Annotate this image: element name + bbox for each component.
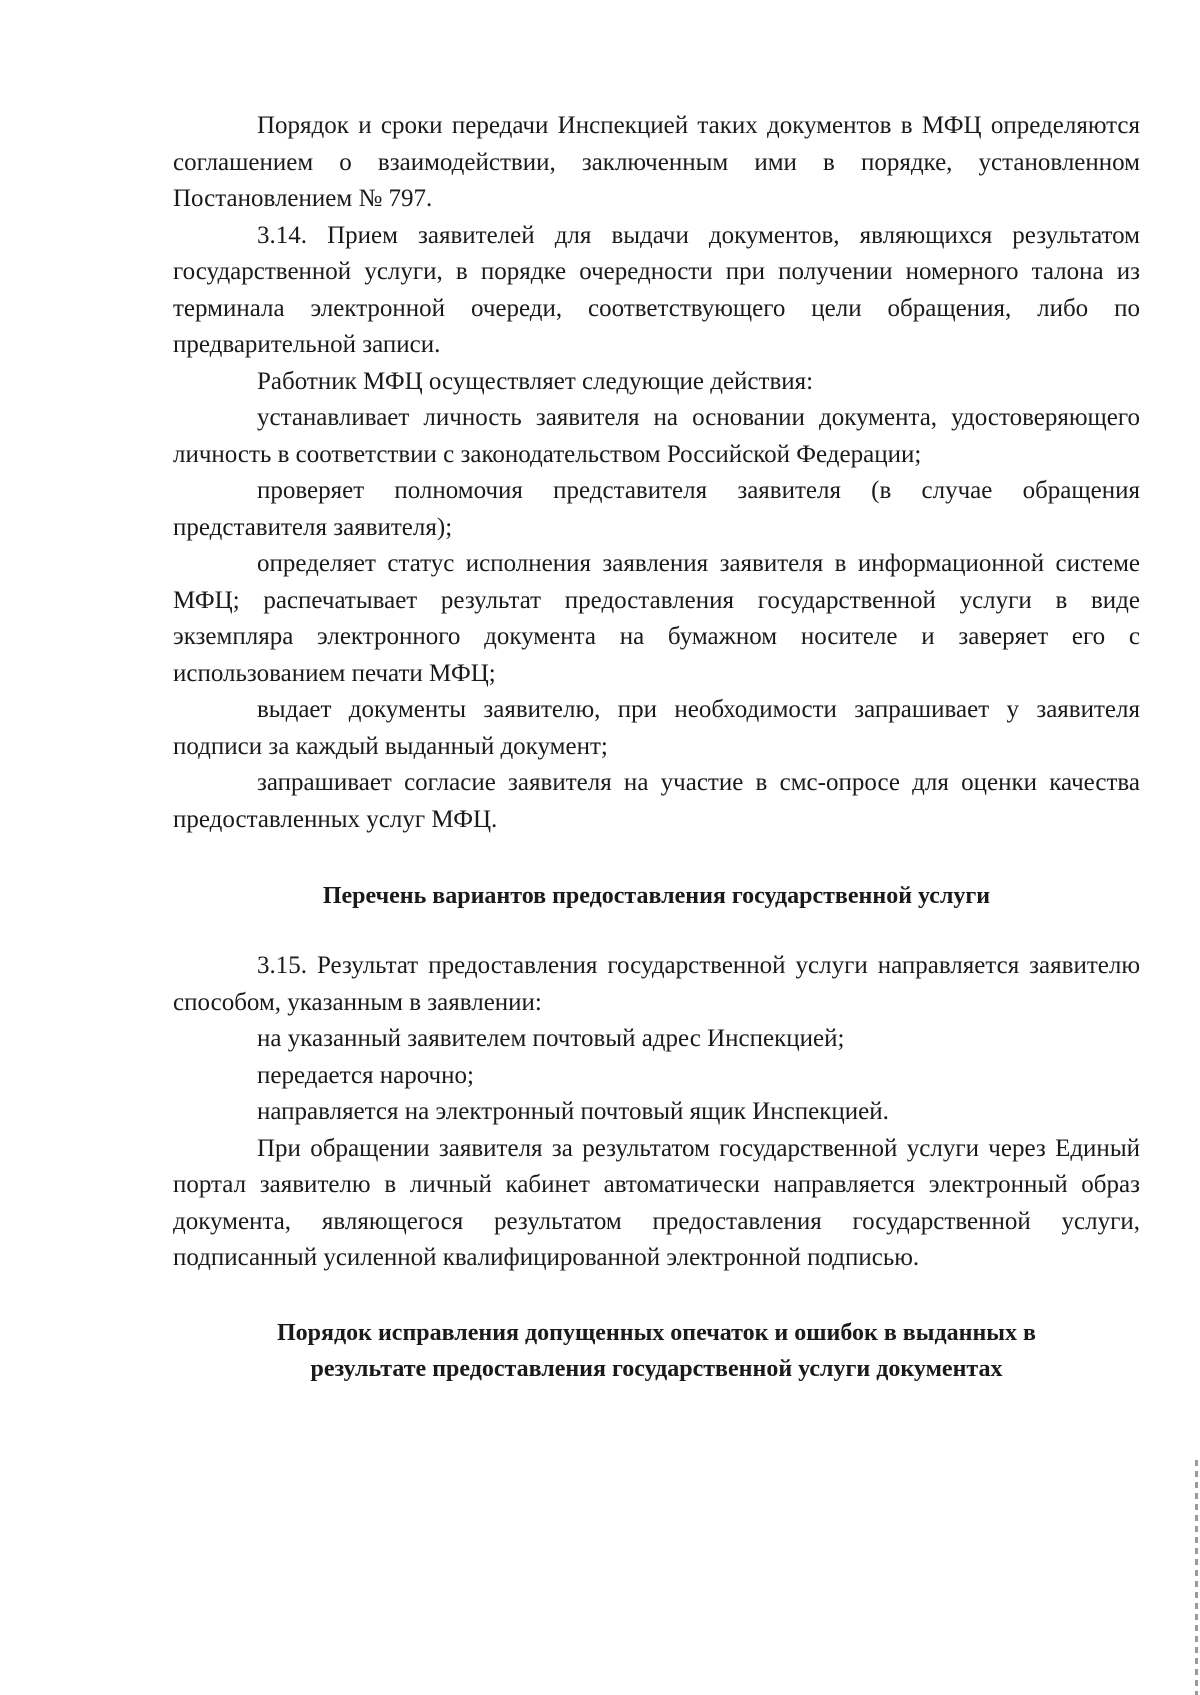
paragraph-mfc-worker-actions: Работник МФЦ осуществляет следующие действия:	[257, 367, 814, 395]
heading-error-corrections-line2: результате предоставления государственной услуги документах	[310, 1355, 1003, 1382]
paragraph-identity-check: устанавливает личность заявителя на основании документа, удостоверяющего личность в соответствии с законодательством Российской Федерации;	[173, 404, 1140, 468]
paragraph-3-15: 3.15. Результат предоставления государственной услуги направляется заявителю способом, указанным в заявлении:	[173, 952, 1140, 1016]
scan-edge-mark	[1195, 1460, 1198, 1695]
list-item-by-hand: передается нарочно;	[257, 1061, 474, 1089]
document-page	[173, 108, 1140, 1387]
paragraph-unified-portal: При обращении заявителя за результатом государственной услуги через Единый портал заявителю в личный кабинет автоматически направляется электронный образ документа, являющегося результатом предоставления государственной услуги, подписанный усиленной квалифицированной электронной подписью.	[173, 1134, 1140, 1271]
list-item-postal-address: на указанный заявителем почтовый адрес Инспекцией;	[257, 1025, 845, 1052]
paragraph-3-14: 3.14. Прием заявителей для выдачи документов, являющихся результатом государственной услуги, в порядке очередности при получении номерного талона из терминала электронной очереди, соответствующего цели обращения, либо по предварительной записи.	[173, 221, 1140, 358]
paragraph-issue-documents: выдает документы заявителю, при необходимости запрашивает у заявителя подписи за каждый выданный документ;	[173, 696, 1140, 760]
paragraph-sms-survey: запрашивает согласие заявителя на участие в смс-опросе для оценки качества предоставленных услуг МФЦ.	[173, 769, 1140, 833]
paragraph-authority-check: проверяет полномочия представителя заявителя (в случае обращения представителя заявителя);	[173, 477, 1140, 541]
heading-error-corrections	[173, 1315, 1140, 1387]
list-item-email: направляется на электронный почтовый ящик Инспекцией.	[257, 1098, 889, 1125]
paragraph-transfer-order: Порядок и сроки передачи Инспекцией таких документов в МФЦ определяются соглашением о взаимодействии, заключенным ими в порядке, установленном Постановлением № 797.	[173, 112, 1140, 212]
paragraph-status-print: определяет статус исполнения заявления заявителя в информационной системе МФЦ; распечатывает результат предоставления государственной услуги в виде экземпляра электронного документа на бумажном носителе и заверяет его с использованием печати МФЦ;	[173, 550, 1140, 687]
heading-service-variants: Перечень вариантов предоставления государственной услуги	[322, 883, 991, 909]
heading-error-corrections-line1: Порядок исправления допущенных опечаток и ошибок в выданных в	[277, 1319, 1036, 1346]
